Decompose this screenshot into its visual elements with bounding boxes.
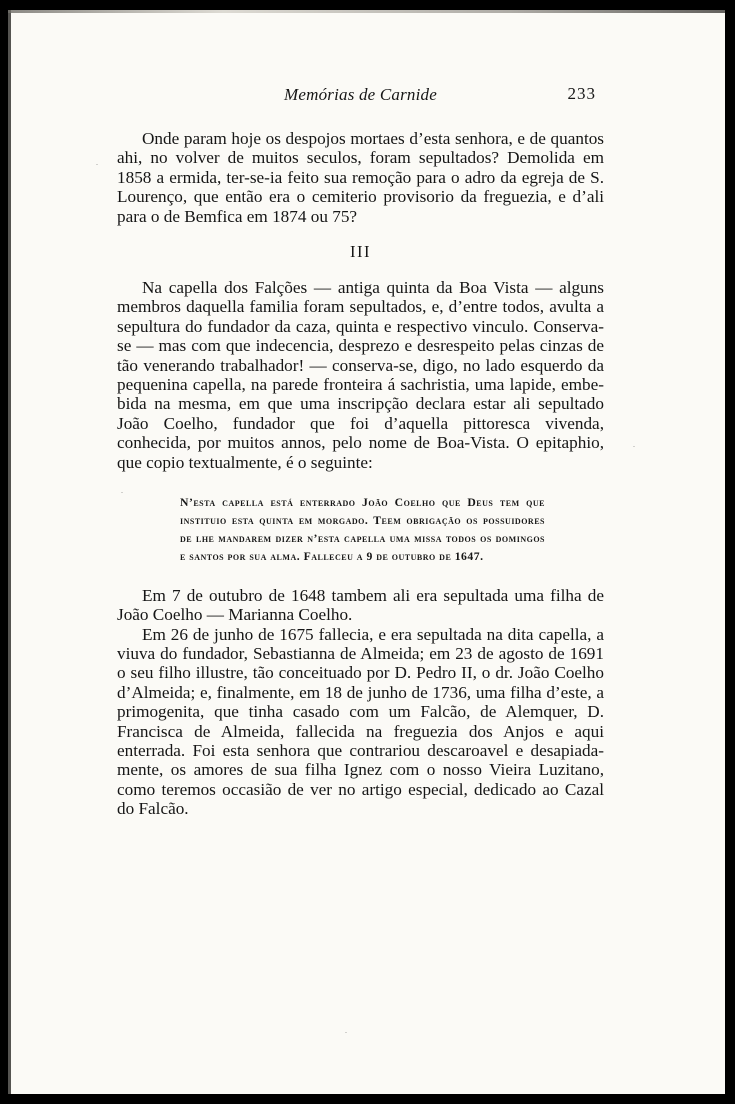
- section-paragraph-2: Em 7 de outubro de 1648 tambem ali era sepultada uma filha de João Coelho — Marianna Coelho.: [117, 585, 604, 625]
- page-number: 233: [567, 84, 596, 103]
- scan-speck: .: [345, 1026, 347, 1035]
- intro-paragraph: Onde param hoje os despojos mortaes d’esta senhora, e de quantos ahi, no volver de muitos seculos, foram sepultados? Demolida em 1858 a ermida, ter-se-ia feito sua remoção para o adro da egreja de S. Lourenço, que então era o cemiterio provisorio da freguezia, e d’ali para o de Bemfica em 1874 ou 75?: [117, 129, 604, 226]
- scan-speck: .: [121, 486, 123, 495]
- scan-speck: .: [633, 440, 635, 449]
- epitaph-block: N’esta capella está enterrado João Coelho que Deus tem que instituio esta quinta em morgado. Teem obrigação os possuidores de lhe mandarem dizer n’esta capella uma missa todos os domingos e santos por sua alma. Falleceu a 9 de outubro de 1647.: [180, 496, 545, 563]
- scan-speck: .: [96, 158, 98, 167]
- page-top-edge: [8, 10, 725, 13]
- section-paragraph-1: Na capella dos Falções — antiga quinta da Boa Vista — alguns membros daquella familia foram sepultados, e, d’entre todos, avulta a sepultura do fundador da caza, quinta e respectivo vinculo. Conserva-se — mas com que indecencia, desprezo e desrespeito pelas cinzas de tão venerando trabalhador! — conserva-se, digo, no lado esquerdo da pequenina capella, na parede fronteira á sachristia, uma lapide, embebida na mesma, em que uma inscripção declara estar ali sepultado João Coelho, fundador que foi d’aquella pittoresca vivenda, conhecida, por muitos annos, pelo nome de Boa-Vista. O epitaphio, que copio textualmente, é o seguinte:: [117, 278, 604, 472]
- text-column: [117, 82, 604, 819]
- section-heading: III: [350, 242, 371, 262]
- scanned-book-page: [8, 10, 725, 1094]
- running-title: Memórias de Carnide: [283, 85, 437, 104]
- page-edge-shadow: [8, 10, 11, 1094]
- section-paragraph-3: Em 26 de junho de 1675 fallecia, e era sepultada na dita capella, a viuva do fundador, Sebastianna de Almeida; em 23 de agosto de 1691 o seu filho illustre, tão conceituado por D. Pedro II, o dr. João Coelho d’Almeida; e, finalmente, em 18 de junho de 1736, uma filha d’este, a primogenita, que tinha casado com um Falcão, de Alemquer, D. Francisca de Almeida, fallecida na freguezia dos Anjos e aqui enterrada. Foi esta senhora que contrariou descaroavel e desapiadamente, os amores de sua filha Ignez com o nosso Vieira Luzitano, como teremos occasião de ver no artigo especial, dedicado ao Cazal do Falcão.: [117, 624, 604, 819]
- running-head: [117, 82, 604, 108]
